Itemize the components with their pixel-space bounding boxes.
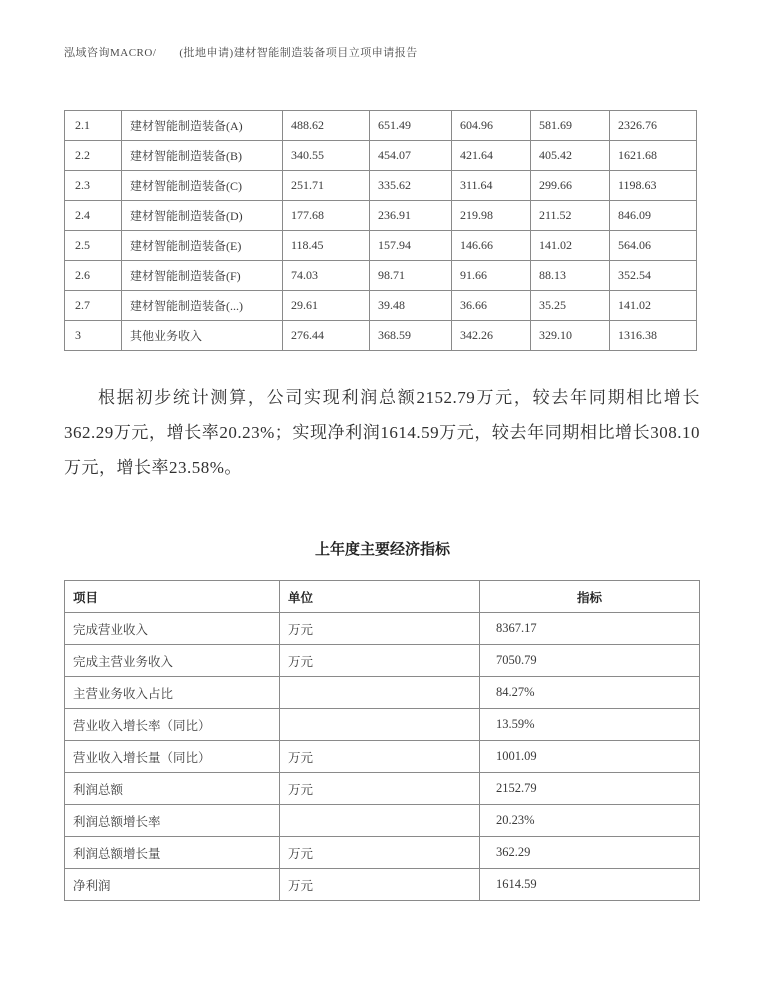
table-cell: 340.55: [283, 141, 370, 171]
table-cell: 营业收入增长率（同比）: [65, 709, 280, 741]
table-cell: 405.42: [531, 141, 610, 171]
table-cell: 29.61: [283, 291, 370, 321]
table-cell: 建材智能制造装备(E): [122, 231, 283, 261]
table-row: [65, 773, 700, 805]
table-cell: 2.7: [65, 291, 122, 321]
table-cell: [280, 805, 480, 837]
table-cell: 651.49: [370, 111, 452, 141]
table-cell: 建材智能制造装备(F): [122, 261, 283, 291]
table-cell: 营业收入增长量（同比）: [65, 741, 280, 773]
table-cell: 其他业务收入: [122, 321, 283, 351]
table-cell: 352.54: [610, 261, 697, 291]
table-cell: 13.59%: [480, 709, 700, 741]
table-cell: 净利润: [65, 869, 280, 901]
table-row: [65, 321, 697, 351]
table-row: [65, 837, 700, 869]
table-cell: 利润总额增长率: [65, 805, 280, 837]
table-cell: 342.26: [452, 321, 531, 351]
table-cell: 157.94: [370, 231, 452, 261]
table-cell: 2.3: [65, 171, 122, 201]
table-cell: 276.44: [283, 321, 370, 351]
table-cell: 74.03: [283, 261, 370, 291]
column-header-value: 指标: [480, 581, 700, 613]
table-cell: 98.71: [370, 261, 452, 291]
table-cell: 39.48: [370, 291, 452, 321]
table-cell: 7050.79: [480, 645, 700, 677]
table-cell: 20.23%: [480, 805, 700, 837]
table-cell: 36.66: [452, 291, 531, 321]
table-cell: 建材智能制造装备(...): [122, 291, 283, 321]
table-cell: 利润总额增长量: [65, 837, 280, 869]
table-cell: 主营业务收入占比: [65, 677, 280, 709]
table-cell: 1198.63: [610, 171, 697, 201]
indicators-header-row: [65, 581, 700, 613]
table-cell: 3: [65, 321, 122, 351]
table-cell: 91.66: [452, 261, 531, 291]
table-cell: 454.07: [370, 141, 452, 171]
table-cell: 329.10: [531, 321, 610, 351]
revenue-table-body: [65, 111, 697, 351]
table-cell: 1316.38: [610, 321, 697, 351]
table-cell: 2.6: [65, 261, 122, 291]
table-cell: 建材智能制造装备(A): [122, 111, 283, 141]
table-cell: 488.62: [283, 111, 370, 141]
table-cell: 万元: [280, 645, 480, 677]
table-row: [65, 171, 697, 201]
column-header-unit: 单位: [280, 581, 480, 613]
column-header-item: 项目: [65, 581, 280, 613]
table-cell: 219.98: [452, 201, 531, 231]
table-cell: 604.96: [452, 111, 531, 141]
table-cell: 35.25: [531, 291, 610, 321]
table-cell: 万元: [280, 613, 480, 645]
table-cell: 建材智能制造装备(D): [122, 201, 283, 231]
table-cell: 万元: [280, 741, 480, 773]
table-cell: 118.45: [283, 231, 370, 261]
table-row: [65, 613, 700, 645]
table-row: [65, 741, 700, 773]
revenue-breakdown-table: [64, 110, 697, 351]
table-cell: 846.09: [610, 201, 697, 231]
table-cell: 299.66: [531, 171, 610, 201]
table-cell: 建材智能制造装备(C): [122, 171, 283, 201]
table-cell: 2.1: [65, 111, 122, 141]
table-row: [65, 201, 697, 231]
table-row: [65, 141, 697, 171]
table-row: [65, 231, 697, 261]
table-cell: [280, 677, 480, 709]
table-row: [65, 677, 700, 709]
document-header-title: 泓域咨询MACRO/ (批地申请)建材智能制造装备项目立项申请报告: [64, 47, 418, 59]
table-cell: 万元: [280, 869, 480, 901]
table-row: [65, 645, 700, 677]
table-cell: 236.91: [370, 201, 452, 231]
table-cell: 335.62: [370, 171, 452, 201]
table-cell: 2.5: [65, 231, 122, 261]
table-cell: 311.64: [452, 171, 531, 201]
table-cell: 利润总额: [65, 773, 280, 805]
table-cell: 146.66: [452, 231, 531, 261]
table-cell: 完成主营业务收入: [65, 645, 280, 677]
table-cell: 84.27%: [480, 677, 700, 709]
table-cell: 368.59: [370, 321, 452, 351]
indicators-table-body: [65, 613, 700, 901]
table-cell: 581.69: [531, 111, 610, 141]
table-cell: 564.06: [610, 231, 697, 261]
table-cell: 177.68: [283, 201, 370, 231]
table-cell: 211.52: [531, 201, 610, 231]
table-cell: 8367.17: [480, 613, 700, 645]
profit-summary-paragraph: 根据初步统计测算，公司实现利润总额2152.79万元，较去年同期相比增长362.29万元，增长率20.23%；实现净利润1614.59万元，较去年同期相比增长308.10万元，增长率23.58%。: [64, 388, 700, 477]
table-row: [65, 709, 700, 741]
table-row: [65, 111, 697, 141]
table-cell: 421.64: [452, 141, 531, 171]
table-cell: 2.2: [65, 141, 122, 171]
table-row: [65, 805, 700, 837]
table-row: [65, 869, 700, 901]
section-title: 上年度主要经济指标: [314, 541, 450, 558]
table-cell: 1621.68: [610, 141, 697, 171]
table-cell: 万元: [280, 837, 480, 869]
table-cell: 2152.79: [480, 773, 700, 805]
table-cell: 1614.59: [480, 869, 700, 901]
table-cell: 362.29: [480, 837, 700, 869]
table-row: [65, 291, 697, 321]
table-cell: 88.13: [531, 261, 610, 291]
table-cell: 2326.76: [610, 111, 697, 141]
table-cell: 万元: [280, 773, 480, 805]
table-cell: 141.02: [531, 231, 610, 261]
table-cell: 141.02: [610, 291, 697, 321]
economic-indicators-table: [64, 580, 700, 901]
table-cell: 1001.09: [480, 741, 700, 773]
table-cell: 完成营业收入: [65, 613, 280, 645]
table-cell: 251.71: [283, 171, 370, 201]
table-row: [65, 261, 697, 291]
table-cell: [280, 709, 480, 741]
table-cell: 2.4: [65, 201, 122, 231]
table-cell: 建材智能制造装备(B): [122, 141, 283, 171]
